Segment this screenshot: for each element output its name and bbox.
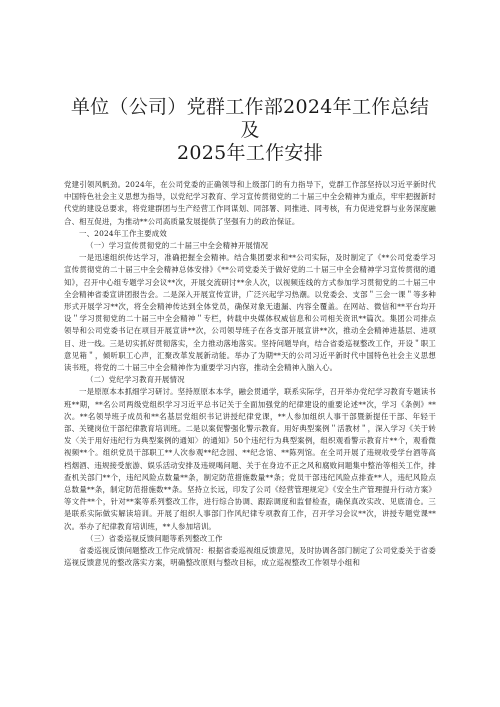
section-heading-1: 一、2024年工作主要成效 (79, 228, 167, 238)
subsection-heading-1: （一）学习宣传贯彻党的二十届三中全会精神开展情况 (86, 241, 269, 251)
document-body (64, 179, 436, 570)
title-line-1: 单位（公司）党群工作部2024年工作总结及 (70, 96, 430, 141)
subsection-heading-3: （三）省委巡视反馈问题等系列整改工作 (86, 533, 223, 543)
subsection-text-2: 一是原原本本抓细学习研讨。坚持原原本本学，融会贯通学，联系实际学，召开举办党纪学习教育专题读书班**期，**名公司两级党组织学习习近平总书记关于全面加强党的纪律建设的重要论述**次，学习《条例》**次。**名领导班子成员和**名基层党组织书记讲授纪律党课，**人参加组织人事干部暨新提任干部、年轻干部、关键岗位干部纪律教育培训班。二是以案促警强化警示教育。用好典型案例＂活教材＂，深入学习《关于转发〈关于用好违纪行为典型案例的通知〉的通知》50个违纪行为典型案例，组织观看警示教育片**个，观看微视频**个。组织党员干部职工**人次参观**纪念园、**纪念馆、**陈列馆。在全司开展了违规收受学台酒等高档烟酒、违规接受旅游、娱乐活动安排及违规喝问题、关于在身边不正之风和腐败问题集中整治等相关工作，排查机关部门**个，违纪风险点数量**条，制定防范措施数量**条；党员干部违纪风险点排查**人，违纪风险点总数量**条，制定防范措施数**条。坚持立长远，印发了公司《经营管理规定》《安全生产管理提升行动方案》等文件**个，针对**案等系列整改工作，进行综合协调、跟踪调度和监督检查，确保真改实改、见底清仓。三是联系实际做实解读培训。开展了组织人事部门作风纪律专项教育工作，召开学习会议**次，讲授专题党课**次。举办了纪律教育培训班，**人参加培训。 (64, 387, 436, 531)
document-title (64, 96, 436, 165)
subsection-text-1: 一是迅速组织传达学习，准确把握全会精神。结合集团要求和**公司实际，及时制定了《**公司党委学习宣传贯彻党的二十届三中全会精神总体安排》《**公司党委关于做好党的二十届三中全会精神学习宣传贯彻的通知》，召开中心组专题学习会议**次，开展交流研讨**余人次，以视频连线的方式参加学习贯彻党的二十届三中全会精神省委宣讲团报告会。二是深入开展宣传宣讲，广泛兴起学习热潮。以党委会、支部＂三会一课＂等多种形式开展学习**次，将全会精神传达到全体党员，确保对象无遗漏、内容全覆盖。在网站、微信和**平台均开设＂学习贯彻党的二十届三中全会精神＂专栏，转载中央媒体权威信息和公司相关资讯**篇次。集团公司排点领导和公司党委书记在项目开展宣讲**次，公司领导班子在各支部开展宣讲**次，推动全会精神进基层、进项目、进一线。三是切实抓好贯彻落实，全力推动落地落实。坚持问题导向，结合省委巡视整改工作，开设＂职工意见箱＂，倾听职工心声，汇聚改革发展新动能。举办了为期**天的公司习近平新时代中国特色社会主义思想读书班，将党的二十届三中全会精神作为重要学习内容，推动全会精神入脑入心。 (64, 253, 436, 373)
subsection-text-3: 省委巡视反馈问题整改工作完成情况：根据省委巡视组反馈意见，及时协调各部门制定了公司党委关于省委巡视反馈意见的整改落实方案，明确整改原则与整改目标，成立巡视整改工作领导小组和 (64, 546, 436, 568)
title-line-2: 2025年工作安排 (176, 142, 324, 164)
subsection-heading-2: （二）党纪学习教育开展情况 (86, 375, 185, 385)
intro-paragraph: 党建引领风帆劲。2024年，在公司党委的正确领导和上级部门的有力指导下，党群工作部坚持以习近平新时代中国特色社会主义思想为指导，以党纪学习教育、学习宣传贯彻党的二十届三中全会精神为重点，牢牢把握新时代党的建设总要求，将党建群团与生产经营工作同谋划、同部署、同推进、同考核，有力促进党群与业务深度融合、相互促进，为推动**公司高质量发展提供了坚强有力的政治保证。 (64, 180, 436, 226)
